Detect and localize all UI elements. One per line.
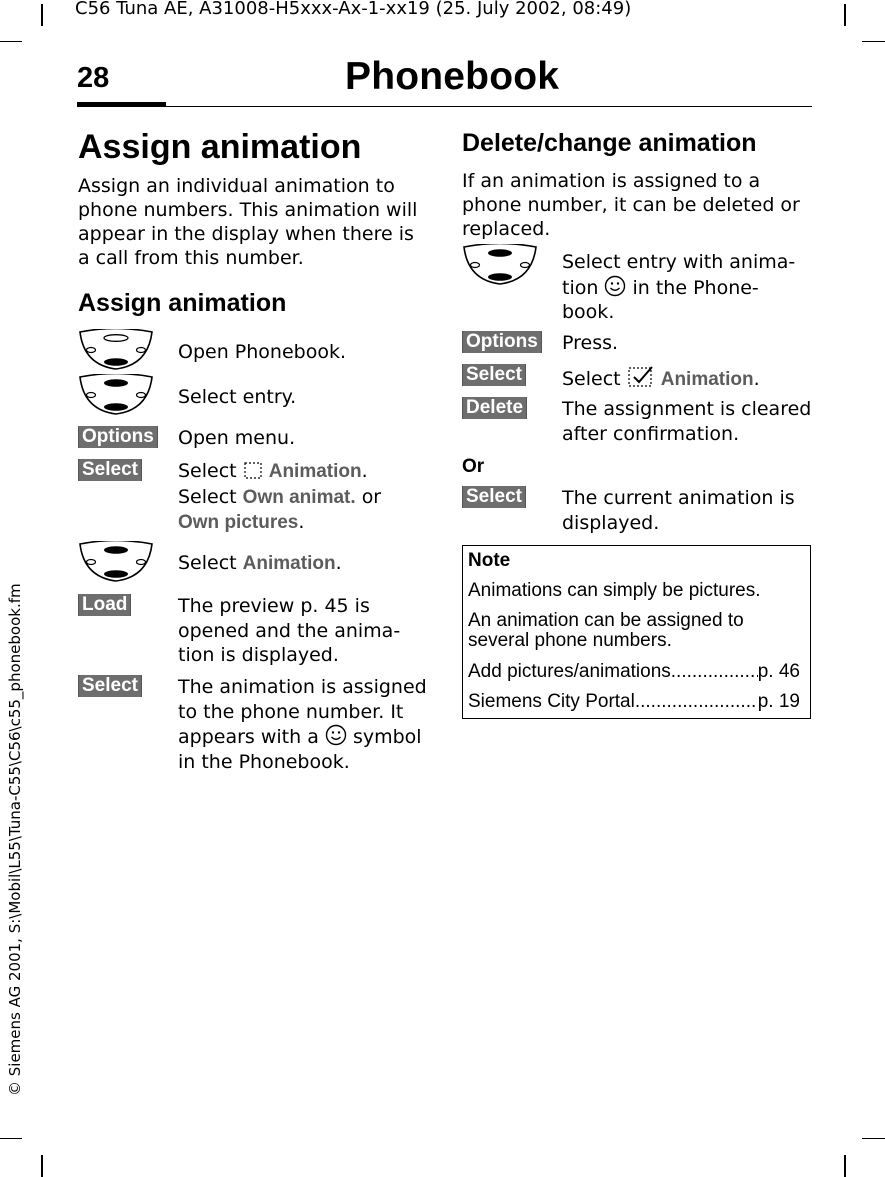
options-softkey: Options <box>78 426 158 448</box>
select-softkey: Select <box>78 459 142 481</box>
empty-checkbox-icon <box>243 460 263 480</box>
step-text-b: symbol in the Phonebook. <box>178 726 422 773</box>
document-header: C56 Tuna AE, A31008-H5xxx-Ax-1-xx19 (25. July 2002, 08:49) <box>75 0 632 19</box>
subheading: Assign animation <box>78 289 287 317</box>
step-text-a: The animation is assigned to the phone number. It appears with a <box>178 676 427 748</box>
step-text-pre: Select <box>178 460 237 482</box>
reference-page: p. 46 <box>757 661 800 682</box>
crop-mark <box>862 41 885 42</box>
reference-page: p. 19 <box>757 691 800 712</box>
menu-item-animation: Animation <box>660 369 754 390</box>
side-copyright: © Siemens AG 2001, S:\Mobil\L55\Tuna-C55\C56\c55_phonebook.fm <box>6 583 24 1096</box>
crop-mark <box>0 41 22 42</box>
step-open-phonebook <box>78 329 423 371</box>
note-reference[interactable] <box>468 662 800 682</box>
select-softkey: Select <box>78 675 142 697</box>
checked-box-icon <box>627 364 655 388</box>
menu-item-animation: Animation <box>242 553 336 574</box>
step-text: Select Animation. <box>562 364 812 393</box>
section-heading: Delete/change animation <box>462 129 757 157</box>
section-heading: Assign animation <box>78 128 362 166</box>
step-text: The current animation is displayed. <box>562 487 795 534</box>
step-text <box>178 675 428 774</box>
step-text: Select Animation. Select Own animat. or Own pictures. <box>178 460 382 533</box>
note-title: Note <box>468 550 511 571</box>
delete-softkey: Delete <box>462 397 527 419</box>
load-softkey: Load <box>78 594 131 616</box>
step-select-animation-2 <box>78 541 423 583</box>
page-number: 28 <box>77 62 110 94</box>
step-text <box>562 250 802 325</box>
crop-mark <box>41 4 43 26</box>
note-box <box>462 545 811 719</box>
intro-paragraph: If an animation is assigned to a phone number, it can be deleted or replaced. <box>462 170 800 240</box>
note-line: Animations can simply be pictures. <box>468 580 761 601</box>
menu-item-own-pictures: Own pictures <box>178 512 299 533</box>
select-softkey: Select <box>462 364 526 386</box>
step-text-pre: Select <box>178 485 237 508</box>
step-text: Open menu. <box>178 427 296 449</box>
step-select-entry <box>78 374 423 416</box>
step-select-current <box>462 486 807 536</box>
step-select-assign <box>78 675 427 775</box>
step-select-animation <box>78 459 423 533</box>
step-load <box>78 594 423 668</box>
select-softkey: Select <box>462 486 526 508</box>
step-text: The preview p. 45 is opened and the anima-tion is displayed. <box>178 595 401 666</box>
step-text: The assignment is cleared after confirmation. <box>562 398 812 445</box>
control-key-icon <box>78 374 154 416</box>
crop-mark <box>862 1138 885 1139</box>
options-softkey: Options <box>462 331 542 353</box>
smiley-icon <box>604 275 626 297</box>
crop-mark <box>41 1155 43 1177</box>
step-text-a: Select entry with anima-tion <box>562 251 796 299</box>
reference-text: Add pictures/animations <box>468 661 671 682</box>
left-column <box>78 0 428 1177</box>
step-text: Select entry. <box>178 386 297 408</box>
step-text-pre: Select <box>562 368 621 390</box>
smiley-icon <box>325 724 347 746</box>
note-reference[interactable] <box>468 692 800 712</box>
dot-leader <box>671 662 758 682</box>
step-text-or: or <box>361 485 382 508</box>
control-key-icon <box>78 329 154 371</box>
step-text-pre: Select <box>178 552 237 574</box>
page-title: Phonebook <box>345 55 560 98</box>
crop-mark <box>0 1138 22 1139</box>
step-select-animation <box>462 364 807 390</box>
step-delete <box>462 397 812 447</box>
step-text-b: in the Phone-book. <box>562 276 759 323</box>
control-key-icon <box>78 541 154 583</box>
step-text: Select Animation. <box>178 552 342 574</box>
crop-mark <box>844 1155 846 1177</box>
step-text: Press. <box>562 332 619 354</box>
intro-paragraph: Assign an individual animation to phone numbers. This animation will appear in the display when there is a call from this number. <box>78 175 418 269</box>
menu-item-own-animat: Own animat. <box>242 486 356 508</box>
menu-item-animation: Animation <box>268 461 362 482</box>
note-line: An animation can be assigned to several phone numbers. <box>468 610 744 651</box>
dot-leader <box>635 692 758 712</box>
reference-text: Siemens City Portal <box>468 691 635 712</box>
control-key-icon <box>462 244 538 286</box>
step-text: Open Phonebook. <box>178 341 346 363</box>
crop-mark <box>844 4 846 26</box>
step-select-entry <box>462 244 807 324</box>
step-options <box>78 426 423 452</box>
step-options <box>462 331 807 357</box>
or-label: Or <box>462 456 485 477</box>
